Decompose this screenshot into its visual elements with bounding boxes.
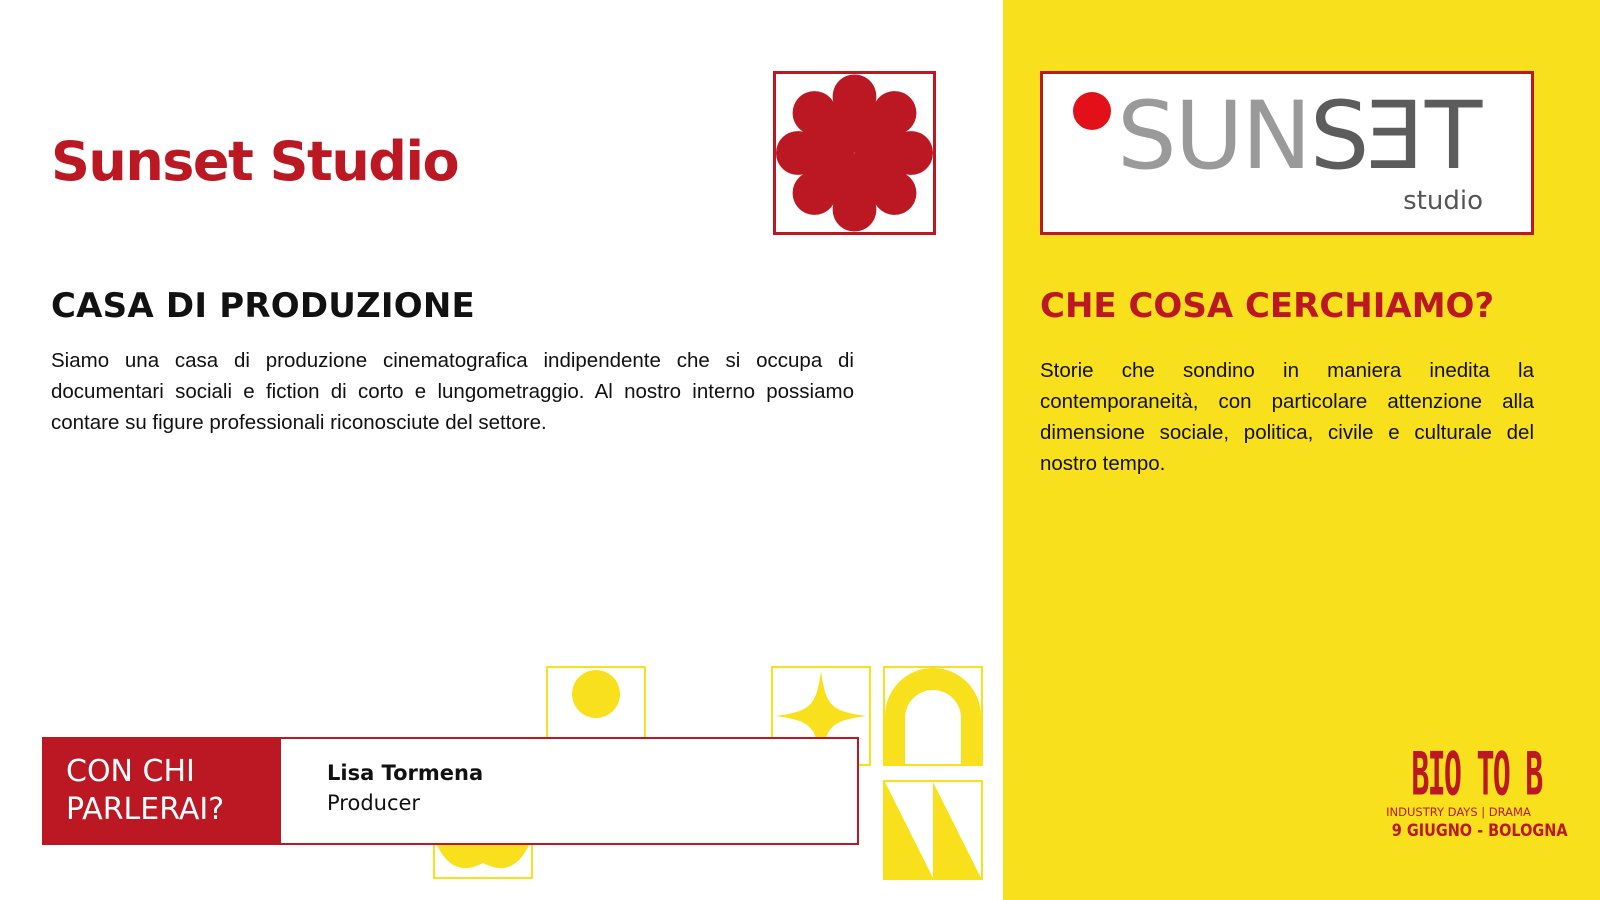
contact-label: CON CHI PARLERAI? bbox=[44, 739, 281, 843]
logo-dot-icon bbox=[1073, 92, 1111, 130]
event-subtitle: INDUSTRY DAYS | DRAMA bbox=[1386, 805, 1531, 819]
company-description: Siamo una casa di produzione cinematografica indipendente che si occupa di documentari sociali e fiction di corto e lungometraggio. Al nostro interno possiamo contare su figure professionali riconosciute del settore. bbox=[51, 349, 854, 434]
knot-tile-icon bbox=[433, 845, 533, 880]
company-title: Sunset Studio bbox=[51, 130, 459, 193]
triangles-tile-icon bbox=[883, 780, 983, 880]
contact-name: Lisa Tormena bbox=[327, 761, 484, 785]
flower-logo-tile bbox=[773, 71, 936, 235]
sunset-studio-logo bbox=[1040, 71, 1534, 235]
arch-tile-icon bbox=[883, 666, 983, 766]
seeking-heading: CHE COSA CERCHIAMO? bbox=[1040, 286, 1495, 326]
category-heading: CASA DI PRODUZIONE bbox=[51, 286, 475, 326]
event-date: 9 GIUGNO - BOLOGNA bbox=[1391, 821, 1568, 841]
event-logo bbox=[1380, 739, 1568, 841]
logo-wordmark: SUN S E T bbox=[1117, 82, 1481, 191]
seeking-text: Storie che sondino in maniera inedita la contemporaneità, con particolare attenzione alla dimensione sociale, politica, civile e culturale del nostro tempo. bbox=[1040, 359, 1534, 475]
event-title: BIO TO B bbox=[1411, 739, 1542, 809]
flower-icon bbox=[776, 74, 933, 232]
contact-info bbox=[281, 739, 483, 843]
logo-subtitle: studio bbox=[1403, 186, 1483, 216]
contact-role: Producer bbox=[327, 791, 421, 815]
contact-panel bbox=[42, 737, 859, 845]
